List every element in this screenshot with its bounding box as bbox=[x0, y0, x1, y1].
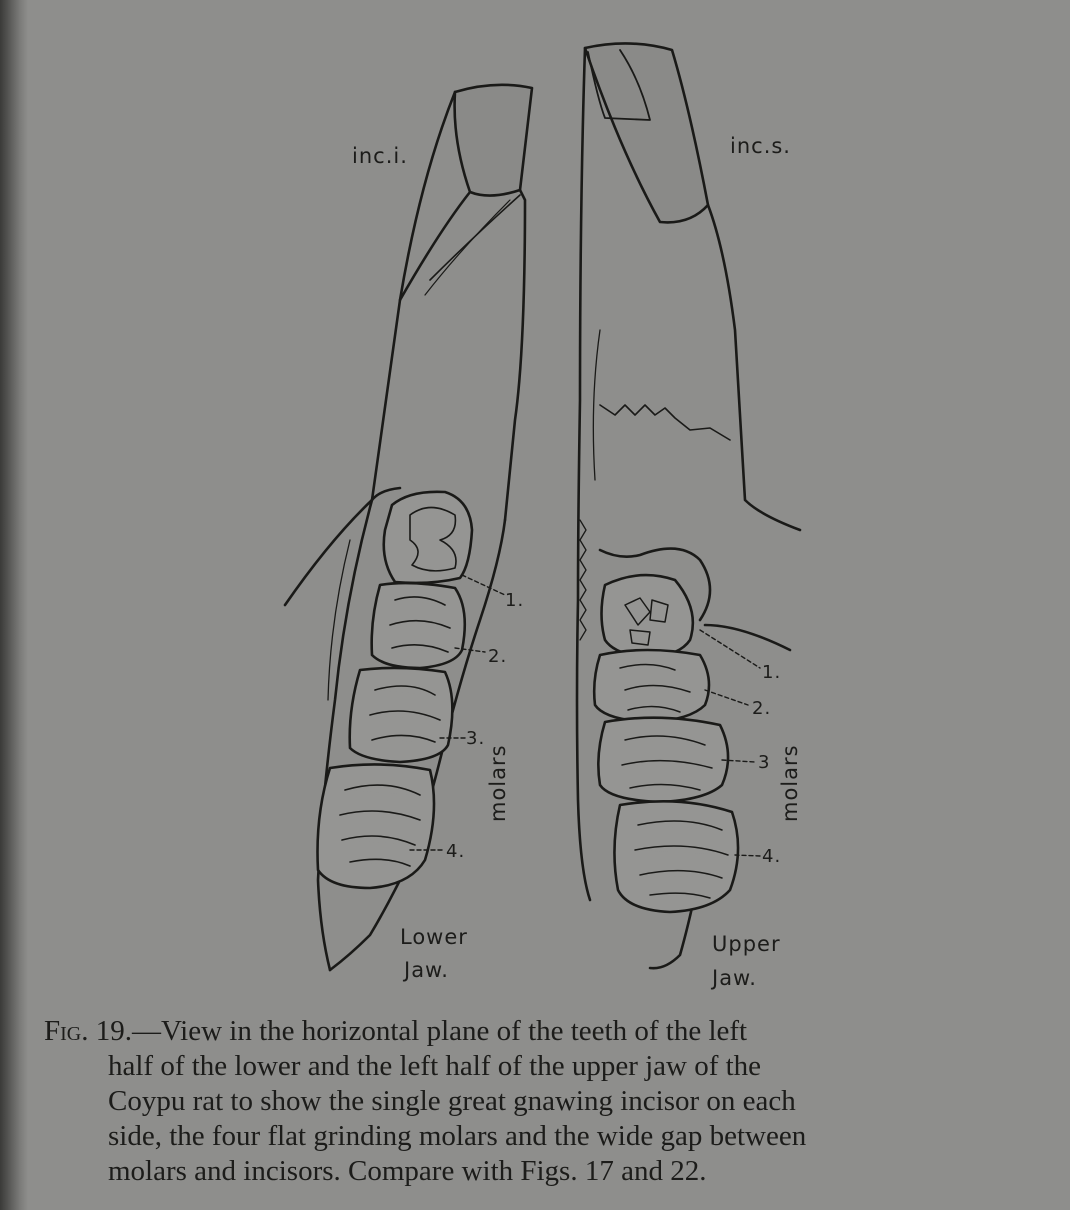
label-lower-jaw-1: Lower bbox=[400, 925, 468, 949]
label-inc-upper: inc.s. bbox=[730, 134, 791, 158]
lower-tooth-label-3: 3. bbox=[466, 728, 486, 749]
lower-jaw bbox=[285, 85, 532, 970]
upper-tooth-label-4: 4. bbox=[762, 846, 782, 867]
upper-tooth-label-2: 2. bbox=[752, 698, 772, 719]
caption-line-3: Coypu rat to show the single great gnawing incisor on each bbox=[108, 1085, 796, 1117]
caption-line-4: side, the four flat grinding molars and the wide gap between bbox=[108, 1120, 807, 1152]
upper-molar-3 bbox=[598, 718, 728, 802]
label-lower-jaw-2: Jaw. bbox=[404, 958, 449, 982]
lower-molar-4 bbox=[318, 764, 435, 888]
figure-caption bbox=[44, 1014, 1044, 1189]
caption-line-5: molars and incisors. Compare with Figs. 17 and 22. bbox=[108, 1155, 707, 1187]
label-upper-jaw-1: Upper bbox=[712, 932, 781, 956]
lower-tooth-label-4: 4. bbox=[446, 841, 466, 862]
caption-fig-label: Fig. 19. bbox=[44, 1015, 132, 1047]
lower-tooth-label-1: 1. bbox=[505, 590, 525, 611]
upper-tooth-label-3: 3 bbox=[758, 752, 771, 773]
caption-line-2: half of the lower and the left half of the upper jaw of the bbox=[108, 1050, 762, 1082]
label-molars-upper: molars bbox=[778, 744, 802, 822]
upper-jaw bbox=[577, 43, 800, 968]
lower-molars bbox=[318, 492, 473, 888]
label-molars-lower: molars bbox=[486, 744, 510, 822]
upper-suture bbox=[600, 405, 730, 440]
label-inc-lower: inc.i. bbox=[352, 144, 408, 168]
upper-tooth-label-1: 1. bbox=[762, 662, 782, 683]
lower-tooth-label-2: 2. bbox=[488, 646, 508, 667]
upper-incisor-tip bbox=[585, 43, 708, 222]
lower-incisor-tip bbox=[455, 85, 532, 196]
caption-line-1: Fig. 19.—View in the horizontal plane of the teeth of the left bbox=[44, 1015, 748, 1047]
upper-incisor-shaft bbox=[577, 48, 590, 900]
label-upper-jaw-2: Jaw. bbox=[712, 966, 757, 990]
